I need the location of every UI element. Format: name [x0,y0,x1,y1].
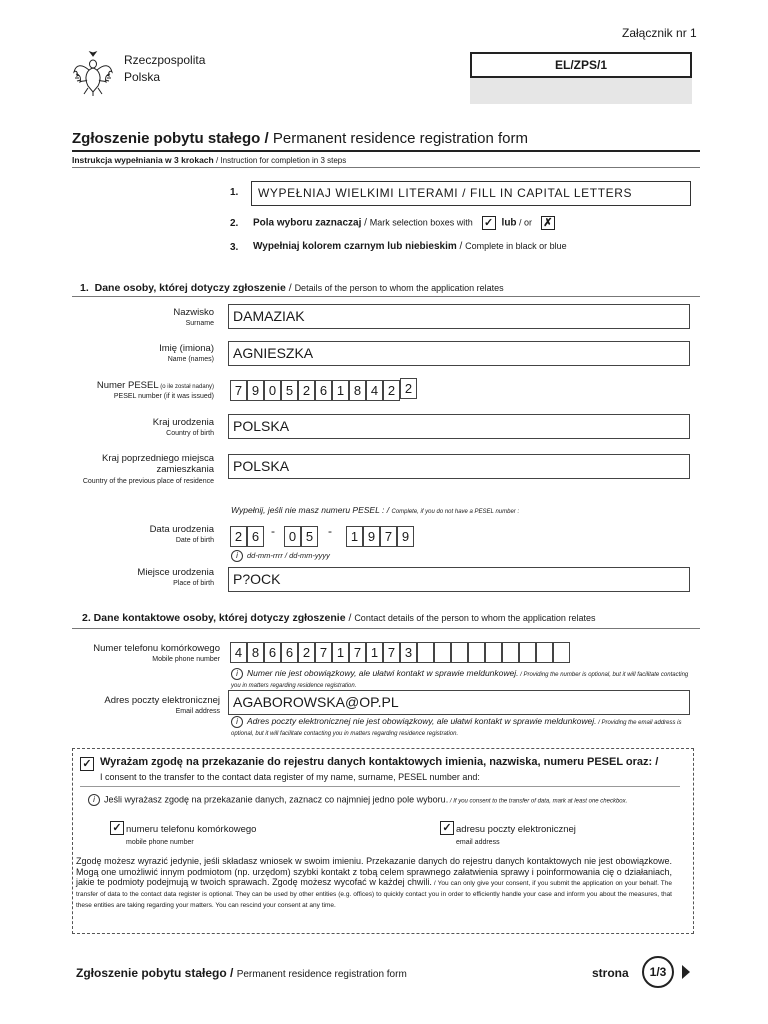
step-2-text [253,216,555,230]
pesel-digit[interactable]: 4 [366,380,383,401]
date-separator: - [328,524,332,538]
step-1-number: 1. [230,187,239,198]
email-note-pl: Adres poczty elektronicznej nie jest obowiązkowy, ale ułatwi kontakt w sprawie meldunkowej. [247,716,597,726]
birth-year-field[interactable] [346,526,414,547]
next-page-icon[interactable] [682,965,690,979]
pesel-digit[interactable]: 7 [230,380,247,401]
names-label-en: Name (names) [167,356,214,363]
phone-digit[interactable] [434,642,451,663]
country-birth-label-pl: Kraj urodzenia [152,417,214,428]
phone-digit[interactable]: 8 [247,642,264,663]
consent-email-label-en: email address [456,839,500,846]
birth-place-label [64,567,214,587]
country-birth-label [64,417,214,437]
info-icon: i [231,550,243,562]
info-icon: i [231,668,243,680]
email-field[interactable]: AGABOROWSKA@OP.PL [228,690,690,715]
pesel-label-pl: Numer PESEL [96,380,159,391]
birth-year-digit[interactable]: 9 [397,526,414,547]
phone-digit[interactable]: 2 [298,642,315,663]
step-2-pl: Pola wyboru zaznaczaj [253,217,362,229]
phone-digit[interactable]: 1 [366,642,383,663]
pesel-digit[interactable]: 5 [281,380,298,401]
birth-place-label-pl: Miejsce urodzenia [137,567,214,578]
phone-digit[interactable]: 7 [315,642,332,663]
section-1-number: 1. [80,282,89,294]
pesel-digit[interactable]: 2 [400,378,417,399]
birth-place-label-en: Place of birth [173,580,214,587]
section-2-rule [72,628,700,629]
phone-digit[interactable] [536,642,553,663]
no-pesel-note-pl: Wypełnij, jeśli nie masz numeru PESEL : [231,505,385,515]
prev-residence-label-en: Country of the previous place of residence [82,478,214,485]
phone-digit[interactable]: 7 [349,642,366,663]
no-pesel-note [231,505,519,517]
birth-year-digit[interactable]: 7 [380,526,397,547]
consent-hint-pl: Jeśli wyrażasz zgodę na przekazanie danych, zaznacz co najmniej jedno pole wyboru. [104,794,449,805]
step-3-en: Complete in black or blue [465,241,567,251]
step-3-pl: Wypełniaj kolorem czarnym lub niebieskim [253,241,457,252]
birth-day-digit[interactable]: 2 [230,526,247,547]
phone-digit[interactable] [502,642,519,663]
consent-phone-label: numeru telefonu komórkowego [126,824,257,835]
pesel-label-en: PESEL number (if it was issued) [113,393,214,400]
instruction-en: Instruction for completion in 3 steps [220,156,347,165]
instruction-pl: Instrukcja wypełniania w 3 krokach [72,155,214,165]
step-2-number: 2. [230,218,239,229]
date-format-hint [231,550,330,562]
instruction-sep: / [213,156,221,165]
pesel-digit[interactable]: 6 [315,380,332,401]
phone-digit[interactable]: 6 [281,642,298,663]
info-icon: i [88,794,100,806]
country-birth-label-en: Country of birth [166,430,214,437]
names-label [64,343,214,363]
phone-digit[interactable] [553,642,570,663]
section-1-rule [72,296,700,297]
page-label: strona [592,966,629,980]
step-3-number: 3. [230,242,239,253]
prev-residence-label-pl2: zamieszkania [156,464,214,475]
phone-digit[interactable] [468,642,485,663]
info-icon: i [231,716,243,728]
phone-digit[interactable]: 6 [264,642,281,663]
footer-title-sep: / [226,966,237,980]
section-1-sep: / [285,282,295,294]
section-2-sep: / [345,612,355,624]
date-separator: - [271,524,275,538]
pesel-digit[interactable]: 8 [349,380,366,401]
step-2-or-pl: lub [501,217,517,229]
birth-year-digit[interactable]: 1 [346,526,363,547]
phone-label-en: Mobile phone number [152,656,220,663]
consent-heading-pl: Wyrażam zgodę na przekazanie do rejestru danych kontaktowych imienia, nazwiska, numeru PESEL oraz: [100,756,653,768]
step-2-or-en: / or [516,217,533,228]
phone-label [70,643,220,663]
consent-phone-checkbox[interactable]: ✓ [110,821,124,835]
phone-digit[interactable] [451,642,468,663]
surname-label [64,307,214,327]
phone-digit[interactable] [417,642,434,663]
consent-checkbox[interactable]: ✓ [80,757,94,771]
birth-date-label-en: Date of birth [175,537,214,544]
page-number: 1/3 [642,956,674,988]
consent-phone-label-en: mobile phone number [126,839,194,846]
pesel-digit[interactable]: 0 [264,380,281,401]
surname-field[interactable]: DAMAZIAK [228,304,690,329]
phone-digit[interactable]: 4 [230,642,247,663]
phone-digit[interactable] [485,642,502,663]
no-pesel-note-en: Complete, if you do not have a PESEL number : [391,509,520,515]
prev-residence-label-pl1: Kraj poprzedniego miejsca [102,453,214,464]
birth-month-field[interactable] [284,526,318,547]
phone-field[interactable] [230,642,570,663]
phone-note-en: / Providing the number is optional, but it will facilitate contacting you in matters regarding residence registration. [231,672,689,690]
email-label [70,695,220,715]
country-line2: Polska [124,70,161,84]
consent-heading-en: I consent to the transfer to the contact data register of my name, surname, PESEL number and: [100,772,480,782]
section-1-en: Details of the person to whom the application relates [294,283,504,293]
form-code: EL/ZPS/1 [470,52,692,78]
phone-note [231,668,691,691]
form-title [72,130,528,147]
section-2-title [82,612,595,624]
prev-residence-field[interactable]: POLSKA [228,454,690,479]
surname-label-en: Surname [185,320,214,327]
country-birth-field[interactable]: POLSKA [228,414,690,439]
footer-title-en: Permanent residence registration form [236,969,407,980]
birth-year-digit[interactable]: 9 [363,526,380,547]
birth-month-digit[interactable]: 5 [301,526,318,547]
instruction-rule [72,167,700,168]
pesel-label-note: (o ile został nadany) [158,384,214,390]
birth-date-label-pl: Data urodzenia [149,524,214,535]
phone-digit[interactable]: 1 [332,642,349,663]
form-title-en: Permanent residence registration form [272,130,528,147]
step-3-sep: / [456,241,466,252]
instruction-heading [72,155,346,165]
title-rule [72,150,700,152]
prev-residence-label [40,453,214,485]
consent-hint [88,794,688,807]
consent-body [76,856,672,910]
no-pesel-note-sep: / [384,505,392,515]
consent-body-pl: Zgodę możesz wyrazić jedynie, jeśli składasz wniosek w swoim imieniu. Przekazanie danych do rejestru danych kontaktowych nie jest obowiązkowe. Mogą one umożliwić innym podmiotom (np. urzędom) szybki kontakt z tobą celem sprawnego załatwienia sprawy i poinformowania cię o działaniach, jakie te podmioty podejmują w twoich sprawach. Zgodę możesz wycofać w każdej chwili. [76,856,672,887]
names-label-pl: Imię (imiona) [159,343,214,354]
section-1-title [80,282,504,294]
pesel-digit[interactable]: 1 [332,380,349,401]
step-2-sep: / [361,217,370,229]
country-line1: Rzeczpospolita [124,53,206,67]
surname-label-pl: Nazwisko [173,307,214,318]
birth-date-label [64,524,214,544]
consent-heading-sep: / [652,756,659,768]
phone-note-pl: Numer nie jest obowiązkowy, ale ułatwi kontakt w sprawie meldunkowej. [247,668,519,678]
pesel-digit[interactable]: 9 [247,380,264,401]
consent-body-en: / You can only give your consent, if you submit the application on your behalf. The transfer of data to the contact data register is optional. They can be used by other entities (e.g. offices) to quickly contact you in order to efficiently handle your case and inform you about the measures, that these entities are taking regarding your matters. You can rescind your consent at any time. [76,880,673,909]
step-2-en: Mark selection boxes with [369,217,473,228]
phone-digit[interactable] [519,642,536,663]
step-1-capital-letters-box: WYPEŁNIAJ WIELKIMI LITERAMI / FILL IN CAPITAL LETTERS [251,181,691,206]
tick-example-checkbox: ✓ [482,216,496,230]
email-label-en: Email address [175,708,220,715]
pesel-label [64,380,214,400]
annex-label: Załącznik nr 1 [622,26,697,40]
birth-day-digit[interactable]: 6 [247,526,264,547]
form-title-sep: / [260,130,273,147]
consent-email-checkbox[interactable]: ✓ [440,821,454,835]
consent-heading [100,756,690,768]
polish-eagle-emblem-icon [72,50,114,96]
email-label-pl: Adres poczty elektronicznej [104,695,220,706]
birth-place-field[interactable]: P?OCK [228,567,690,592]
pesel-digit[interactable]: 2 [298,380,315,401]
date-format-text: dd-mm-rrrr / dd-mm-yyyy [247,550,330,560]
step-3-text [253,241,567,252]
phone-digit[interactable]: 7 [383,642,400,663]
section-1-pl: Dane osoby, której dotyczy zgłoszenie [94,282,286,294]
consent-rule [80,786,680,787]
section-2-en: Contact details of the person to whom the application relates [354,613,596,623]
office-use-field [470,78,692,104]
phone-digit[interactable]: 3 [400,642,417,663]
consent-hint-en: / If you consent to the transfer of data, mark at least one checkbox. [448,798,628,805]
cross-example-checkbox: ✗ [541,216,555,230]
country-name [124,52,205,86]
names-field[interactable]: AGNIESZKA [228,341,690,366]
pesel-field[interactable] [230,380,417,401]
section-2-pl: 2. Dane kontaktowe osoby, której dotyczy zgłoszenie [82,612,346,624]
birth-day-field[interactable] [230,526,264,547]
pesel-digit[interactable]: 2 [383,380,400,401]
birth-month-digit[interactable]: 0 [284,526,301,547]
email-note-en: / Providing the email address is optional, but it will facilitate contacting you in matters regarding residence registration. [231,720,682,738]
form-title-pl: Zgłoszenie pobytu stałego [72,130,261,147]
footer-title-pl: Zgłoszenie pobytu stałego [76,966,227,980]
footer-title [76,966,407,980]
phone-label-pl: Numer telefonu komórkowego [93,643,220,654]
consent-email-label: adresu poczty elektronicznej [456,824,576,835]
email-note [231,716,691,739]
